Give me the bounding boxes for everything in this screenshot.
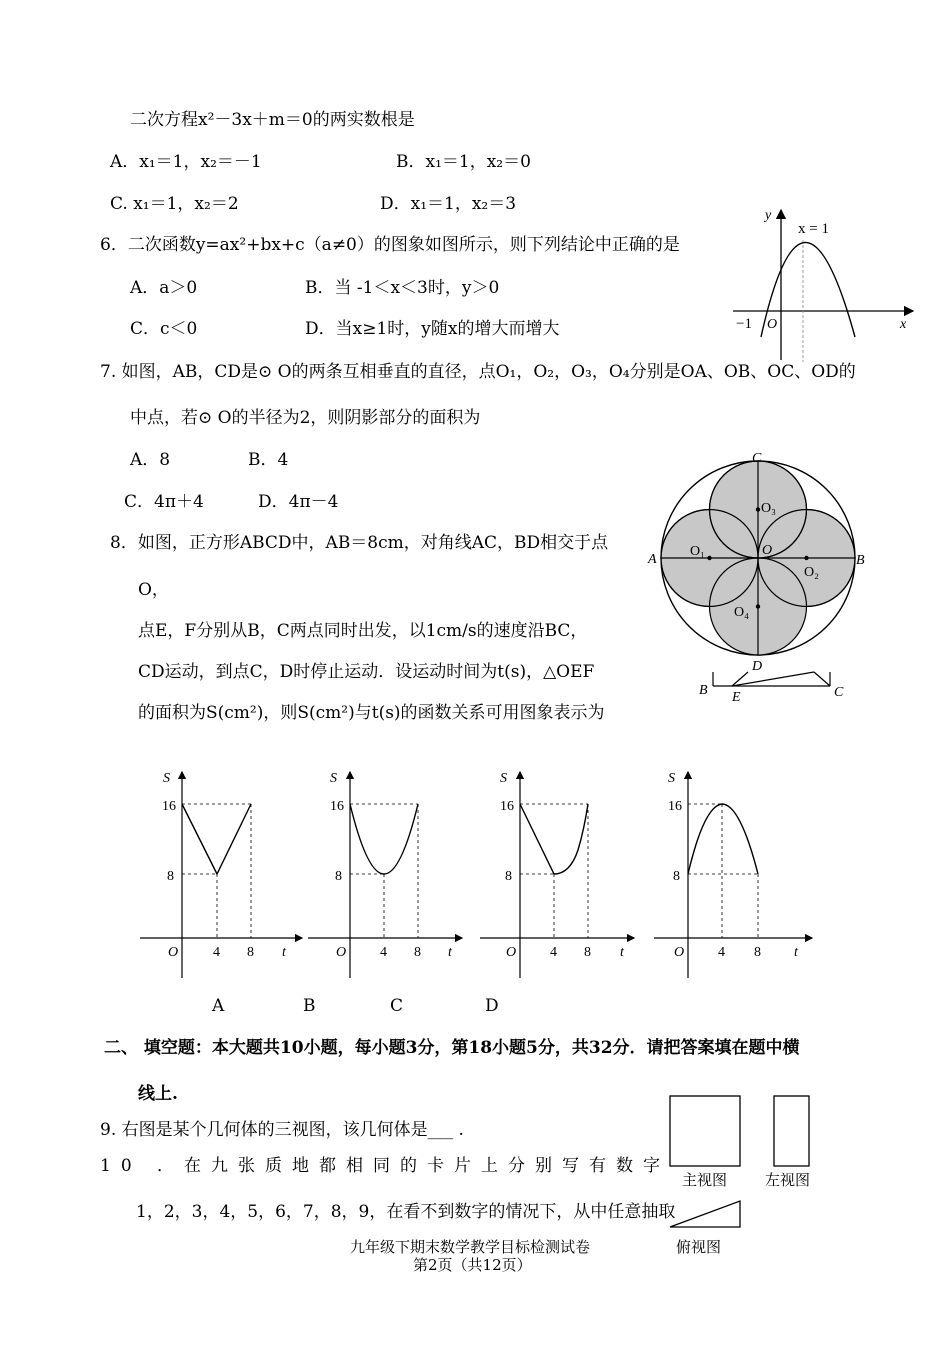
q6-option-c: C．c＜0 bbox=[130, 319, 198, 339]
q8-graph-c-tick-8: 8 bbox=[505, 869, 512, 884]
q7-option-a: A．8 bbox=[130, 450, 171, 470]
q8-graph-c-tick-4: 4 bbox=[550, 945, 557, 960]
q7-stem-line2: 中点，若⊙ O的半径为2，则阴影部分的面积为 bbox=[130, 408, 481, 428]
q8-letter-c: C bbox=[390, 996, 404, 1016]
q7-option-d: D．4π－4 bbox=[258, 492, 339, 512]
section2-heading-cont: 线上. bbox=[138, 1084, 178, 1104]
q8-graph-d-tick-4: 4 bbox=[718, 945, 725, 960]
q10-line1: 10 ．在九张质地都相同的卡片上分别写有数字 bbox=[100, 1156, 671, 1176]
q7-circle-figure bbox=[646, 446, 872, 672]
q8-graph-c-tick-16: 16 bbox=[500, 799, 514, 814]
q8-graph-b-s-label: S bbox=[330, 771, 337, 786]
q8-square-fragment bbox=[696, 666, 856, 706]
q8-graph-b-tick-8: 8 bbox=[335, 869, 342, 884]
q8-graph-a-origin: O bbox=[168, 945, 179, 960]
q8-graph-d-origin: O bbox=[674, 945, 685, 960]
q8-graph-b-origin: O bbox=[336, 945, 347, 960]
q7-label-o1: O₁ bbox=[690, 544, 705, 559]
q8-label-b: B bbox=[699, 683, 708, 698]
q8-graph-c-tick-x8: 8 bbox=[584, 945, 591, 960]
footer-page-number: 第2页（共12页） bbox=[413, 1256, 532, 1274]
q6-option-a: A．a＞0 bbox=[130, 278, 198, 298]
front-view-rect bbox=[670, 1096, 740, 1166]
q10-line2: 1，2，3，4，5，6，7，8，9，在看不到数字的情况下，从中任意抽取 bbox=[136, 1202, 676, 1222]
left-view-rect bbox=[774, 1096, 809, 1166]
q8-graph-a-tick-8: 8 bbox=[167, 869, 174, 884]
q8-graph-a-tick-x8: 8 bbox=[247, 945, 254, 960]
q8-graph-d-s-label: S bbox=[668, 771, 675, 786]
q7-label-c: C bbox=[752, 451, 762, 466]
q8-graph-b-tick-16: 16 bbox=[330, 799, 344, 814]
q7-label-o2: O₂ bbox=[804, 565, 819, 580]
q7-label-a: A bbox=[648, 552, 657, 567]
q8-graph-d-tick-16: 16 bbox=[668, 799, 682, 814]
q7-label-o: O bbox=[762, 543, 773, 558]
q7-option-c: C．4π＋4 bbox=[124, 492, 204, 512]
q8-graph-a-s-label: S bbox=[163, 771, 170, 786]
q8-graphs bbox=[130, 760, 830, 990]
q8-graph-a-curve bbox=[182, 804, 251, 874]
q6-option-d: D．当x≥1时，y随x的增大而增大 bbox=[305, 319, 560, 339]
q8-letter-b: B bbox=[303, 996, 316, 1016]
q8-graph-a bbox=[140, 771, 302, 978]
q6-stem: 6．二次函数y=ax²+bx+c（a≠0）的图象如图所示，则下列结论中正确的是 bbox=[100, 235, 680, 255]
top-view-label: 俯视图 bbox=[676, 1240, 722, 1256]
q8-graph-b-t-label: t bbox=[448, 945, 452, 960]
section2-heading: 二、 填空题：本大题共10小题，每小题3分，第18小题5分，共32分．请把答案填在题中横 bbox=[104, 1038, 800, 1058]
q7-option-b: B．4 bbox=[248, 450, 289, 470]
q8-line4: CD运动，到点C，D时停止运动．设运动时间为t(s)，△OEF bbox=[138, 662, 595, 682]
q8-graph-c bbox=[480, 771, 634, 978]
q8-graph-b-tick-4: 4 bbox=[380, 945, 387, 960]
q8-label-e: E bbox=[732, 690, 741, 705]
q8-graph-d-t-label: t bbox=[794, 945, 798, 960]
q8-graph-b-curve bbox=[350, 804, 418, 874]
q9-text: 9. 右图是某个几何体的三视图，该几何体是___ . bbox=[100, 1120, 464, 1140]
q8-graph-d bbox=[654, 771, 812, 978]
q8-label-c: C bbox=[834, 685, 844, 700]
q8-letter-d: D bbox=[485, 996, 499, 1016]
q8-graph-d-tick-x8: 8 bbox=[754, 945, 761, 960]
q7-label-d: D bbox=[752, 659, 763, 674]
q5-option-d: D．x₁＝1，x₂＝3 bbox=[380, 194, 517, 214]
q8-graph-d-curve bbox=[688, 804, 758, 874]
top-view-triangle bbox=[670, 1201, 740, 1227]
front-view-label: 主视图 bbox=[682, 1173, 728, 1189]
q6-option-b: B．当 -1＜x＜3时，y＞0 bbox=[305, 278, 500, 298]
q8-line2: O， bbox=[138, 580, 169, 600]
q7-stem-line1: 7. 如图，AB，CD是⊙ O的两条互相垂直的直径，点O₁，O₂，O₃，O₄分别是OA、OB、OC、OD的 bbox=[100, 362, 856, 382]
q7-label-b: B bbox=[856, 553, 865, 568]
three-views-figure bbox=[660, 1090, 830, 1260]
q8-graph-a-t-label: t bbox=[282, 945, 286, 960]
q8-graph-b bbox=[308, 771, 462, 978]
q6-neg-one-label: −1 bbox=[736, 316, 752, 332]
q6-origin-label: O bbox=[767, 317, 778, 332]
q5-stem: 二次方程x²－3x＋m＝0的两实数根是 bbox=[130, 110, 415, 130]
q8-graph-c-t-label: t bbox=[620, 945, 624, 960]
q5-option-c: C. x₁＝1，x₂＝2 bbox=[110, 194, 239, 214]
q8-graph-c-origin: O bbox=[506, 945, 517, 960]
q8-graph-d-tick-8: 8 bbox=[673, 869, 680, 884]
q6-axis-line-label: x = 1 bbox=[798, 221, 829, 237]
q6-parabola-graph bbox=[728, 200, 928, 370]
q8-graph-a-tick-4: 4 bbox=[213, 945, 220, 960]
q8-line3: 点E，F分别从B，C两点同时出发，以1cm/s的速度沿BC， bbox=[138, 621, 588, 641]
footer-title: 九年级下期末数学教学目标检测试卷 bbox=[350, 1238, 591, 1256]
q5-option-b: B．x₁＝1，x₂＝0 bbox=[396, 152, 531, 172]
q8-letter-a: A bbox=[212, 996, 225, 1016]
q8-line5: 的面积为S(cm²)，则S(cm²)与t(s)的函数关系可用图象表示为 bbox=[138, 703, 605, 723]
q8-graph-c-curve bbox=[520, 804, 588, 874]
q5-option-a: A．x₁＝1，x₂＝－1 bbox=[110, 152, 262, 172]
q7-label-o4: O₄ bbox=[734, 605, 749, 620]
q6-y-label: y bbox=[765, 208, 772, 223]
q6-x-label: x bbox=[900, 317, 907, 332]
q8-graph-a-tick-16: 16 bbox=[162, 799, 176, 814]
q8-graph-b-tick-x8: 8 bbox=[414, 945, 421, 960]
q7-label-o3: O₃ bbox=[761, 501, 776, 516]
q8-graph-c-s-label: S bbox=[500, 771, 507, 786]
left-view-label: 左视图 bbox=[765, 1173, 811, 1189]
q8-line1: 8．如图，正方形ABCD中，AB＝8cm，对角线AC，BD相交于点 bbox=[110, 533, 609, 553]
